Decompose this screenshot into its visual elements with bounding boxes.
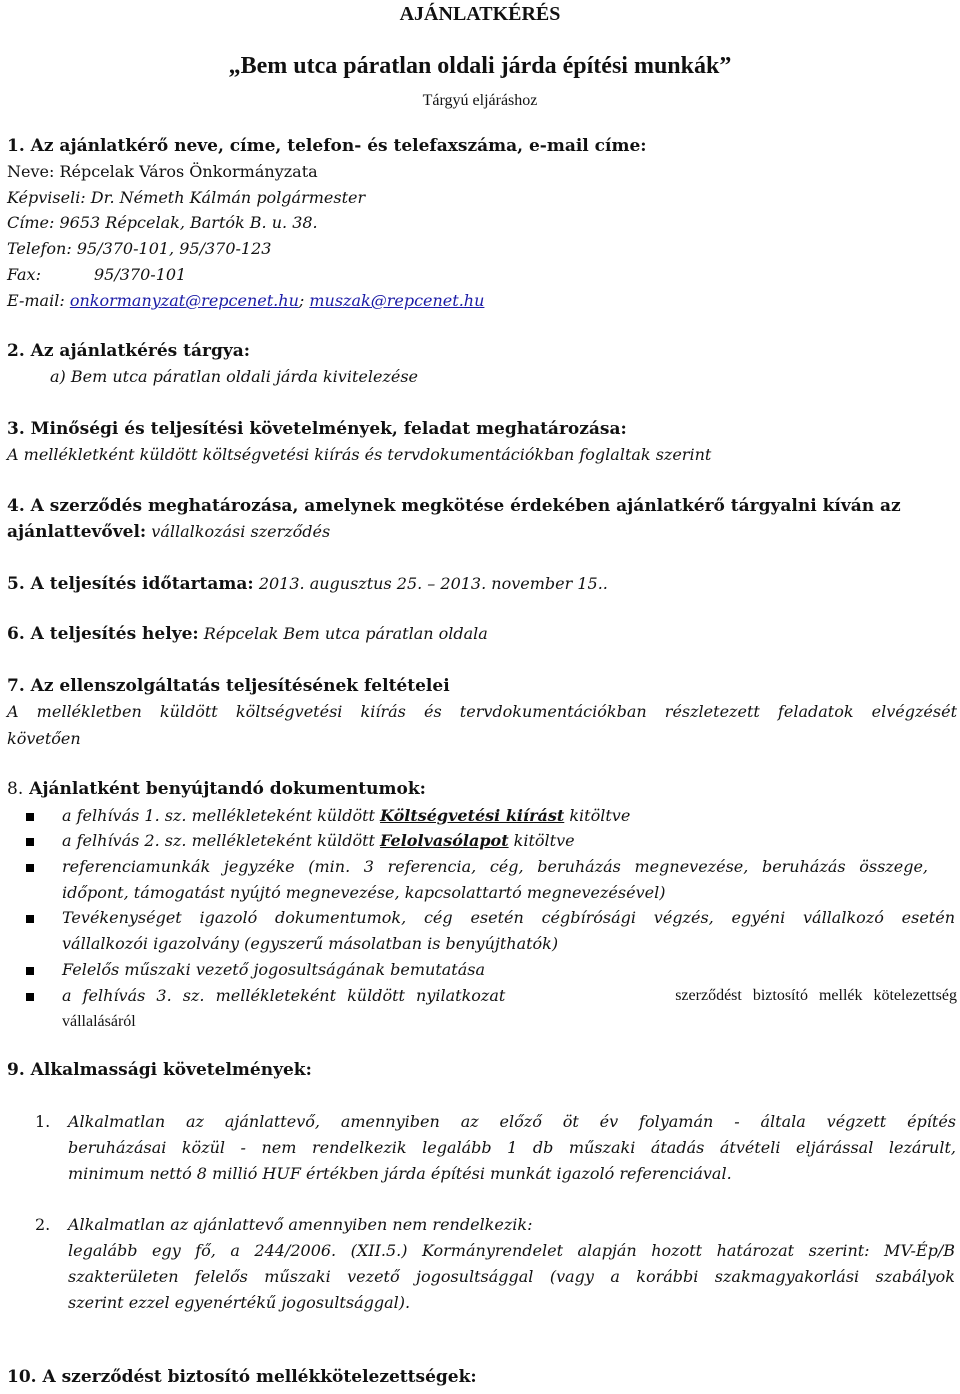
section-2-item: a) Bem utca páratlan oldali járda kivitelezése xyxy=(50,367,419,386)
section-10-heading: 10. A szerződést biztosító mellékkötelezettségek: xyxy=(7,1367,477,1387)
section-9-heading: 9. Alkalmassági követelmények: xyxy=(7,1060,312,1080)
contact-fax-label: Fax: xyxy=(7,265,41,284)
doc-item-5: Felelős műszaki vezető jogosultságának bemutatása xyxy=(62,960,485,979)
requirement-2-line3: szakterületen felelős műszaki vezető jogosultsággal (vagy a korábbi szakmagyakorlási szabályok xyxy=(68,1267,955,1286)
requirement-1-number: 1. xyxy=(35,1112,51,1131)
section-6-value: Répcelak Bem utca páratlan oldala xyxy=(203,624,488,643)
bullet-square-icon xyxy=(26,864,34,872)
doc-item-1-pre: a felhívás 1. sz. mellékleteként küldött xyxy=(62,806,375,825)
section-7-line1: A mellékletben küldött költségvetési kiírás és tervdokumentációkban részletezett feladatok elvégzését xyxy=(7,702,957,721)
doc-item-2-link: Felolvasólapot xyxy=(380,831,509,850)
section-7-line2: követően xyxy=(7,729,81,748)
doc-item-4-line1: Tevékenységet igazoló dokumentumok, cég esetén cégbírósági végzés, egyéni vállalkozó esetén xyxy=(62,908,955,927)
document-title: AJÁNLATKÉRÉS xyxy=(399,3,561,25)
doc-item-6-part-b: szerződést biztosító mellék kötelezettség xyxy=(675,987,957,1004)
bullet-square-icon xyxy=(26,967,34,975)
requirement-1-line2: beruházásai közül - nem rendelkezik legalább 1 db műszaki átadás átvételi eljárással lezárult, xyxy=(68,1138,956,1157)
email-label: E-mail: xyxy=(7,291,65,310)
bullet-square-icon xyxy=(26,813,34,821)
section-3-heading: 3. Minőségi és teljesítési követelmények, feladat meghatározása: xyxy=(7,419,627,439)
contact-name: Neve: Répcelak Város Önkormányzata xyxy=(7,162,318,181)
section-7-heading: 7. Az ellenszolgáltatás teljesítésének feltételei xyxy=(7,676,450,696)
doc-item-3-line2: időpont, támogatást nyújtó megnevezése, kapcsolattartó megnevezésével) xyxy=(62,883,666,902)
email-link-onkormanyzat[interactable]: onkormanyzat@repcenet.hu xyxy=(69,291,299,310)
section-8-heading xyxy=(7,781,426,798)
section-3-text: A mellékletként küldött költségvetési kiírás és tervdokumentációkban foglaltak szerint xyxy=(7,445,712,464)
section-4-line2 xyxy=(7,524,330,541)
doc-item-6-part-a: a felhívás 3. sz. mellékleteként küldött nyilatkozat xyxy=(62,986,506,1005)
section-8-number: 8. xyxy=(7,779,24,799)
requirement-1-line3: minimum nettó 8 millió HUF értékben járda építési munkát igazoló referenciával. xyxy=(68,1164,732,1183)
doc-item-2-post: kitöltve xyxy=(513,831,575,850)
email-link-muszak[interactable]: muszak@repcenet.hu xyxy=(309,291,485,310)
section-6-heading: 6. A teljesítés helye: xyxy=(7,624,199,644)
contact-representative: Képviseli: Dr. Németh Kálmán polgármester xyxy=(7,188,366,207)
requirement-2-number: 2. xyxy=(35,1215,51,1234)
doc-item-1-post: kitöltve xyxy=(569,806,631,825)
section-5 xyxy=(7,576,608,593)
document-subject: „Bem utca páratlan oldali járda építési munkák” xyxy=(228,53,732,79)
section-5-value: 2013. augusztus 25. – 2013. november 15.. xyxy=(258,574,608,593)
bullet-square-icon xyxy=(26,993,34,1001)
section-4-heading: 4. A szerződés meghatározása, amelynek megkötése érdekében ajánlatkérő tárgyalni kíván az xyxy=(7,496,901,516)
section-8-title: Ajánlatként benyújtandó dokumentumok: xyxy=(29,779,426,799)
doc-item-2 xyxy=(62,833,575,849)
requirement-1-line1: Alkalmatlan az ajánlattevő, amennyiben az előző öt év folyamán - általa végzett építés xyxy=(68,1112,956,1131)
section-5-heading: 5. A teljesítés időtartama: xyxy=(7,574,254,594)
email-separator: ; xyxy=(298,291,305,310)
contact-fax: 95/370-101 xyxy=(94,265,187,284)
contact-phone: Telefon: 95/370-101, 95/370-123 xyxy=(7,239,272,258)
section-1-heading: 1. Az ajánlatkérő neve, címe, telefon- és telefaxszáma, e-mail címe: xyxy=(7,136,647,156)
bullet-square-icon xyxy=(26,838,34,846)
doc-item-3-line1: referenciamunkák jegyzéke (min. 3 referencia, cég, beruházás megnevezése, beruházás összege, xyxy=(62,857,928,876)
procedure-label: Tárgyú eljáráshoz xyxy=(422,92,538,109)
section-2-heading: 2. Az ajánlatkérés tárgya: xyxy=(7,341,251,361)
doc-item-4-line2: vállalkozói igazolvány (egyszerű másolatban is benyújthatók) xyxy=(62,934,559,953)
section-4-value: vállalkozási szerződés xyxy=(151,522,331,541)
contact-email xyxy=(7,293,484,309)
section-4-heading-cont: ajánlattevővel: xyxy=(7,522,147,542)
requirement-2-line1: Alkalmatlan az ajánlattevő amennyiben nem rendelkezik: xyxy=(68,1215,533,1234)
requirement-2-line2: legalább egy fő, a 244/2006. (XII.5.) Kormányrendelet alapján hozott határozat szerint: MV-Ép/B xyxy=(68,1241,955,1260)
doc-item-1 xyxy=(62,808,630,824)
doc-item-1-link: Költségvetési kiírást xyxy=(380,806,565,825)
bullet-square-icon xyxy=(26,915,34,923)
doc-item-6-line1 xyxy=(62,988,957,1004)
doc-item-2-pre: a felhívás 2. sz. mellékleteként küldött xyxy=(62,831,375,850)
requirement-2-line4: szerint ezzel egyenértékű jogosultsággal). xyxy=(68,1293,411,1312)
section-6 xyxy=(7,626,488,643)
contact-address: Címe: 9653 Répcelak, Bartók B. u. 38. xyxy=(7,213,318,232)
doc-item-6-line2: vállalásáról xyxy=(62,1013,136,1030)
